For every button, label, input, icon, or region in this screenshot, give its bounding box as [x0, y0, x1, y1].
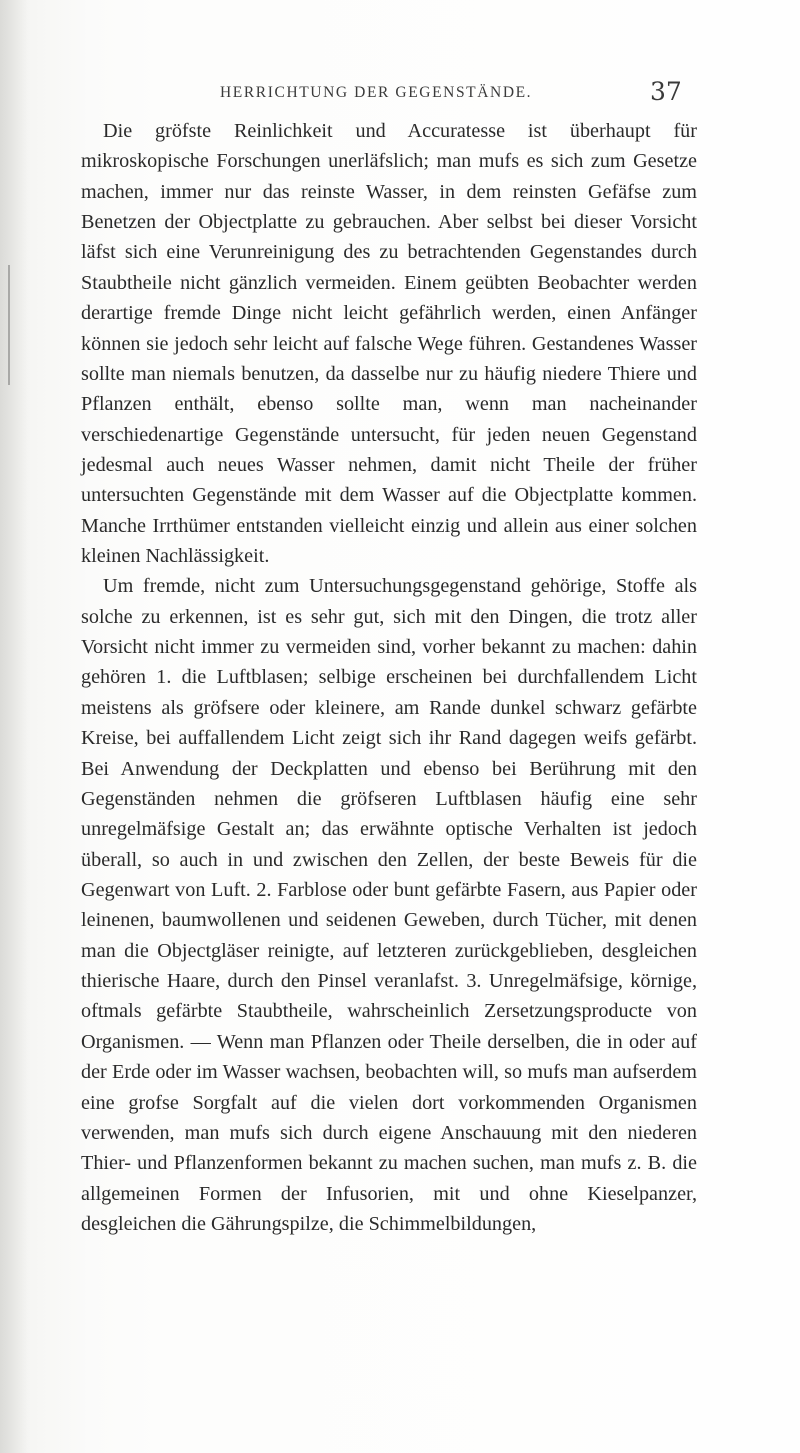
margin-mark [8, 265, 10, 385]
running-title: HERRICHTUNG DER GEGENSTÄNDE. [220, 84, 533, 101]
body-text [81, 116, 697, 1239]
page-gutter-shadow [0, 0, 28, 1453]
page-number: 37 [650, 77, 682, 106]
paragraph-1: Die gröfste Reinlichkeit und Accuratesse ist überhaupt für mikroskopische Forschungen unerläfslich; man mufs es sich zum Gesetze machen, immer nur das reinste Wasser, in dem reinsten Gefäfse zum Benetzen der Objectplatte zu gebrauchen. Aber selbst bei dieser Vorsicht läfst sich eine Verunreinigung des zu betrachtenden Gegenstandes durch Staubtheile nicht gänzlich vermeiden. Einem geübten Beobachter werden derartige fremde Dinge nicht leicht gefährlich werden, einen Anfänger können sie jedoch sehr leicht auf falsche Wege führen. Gestandenes Wasser sollte man niemals benutzen, da dasselbe nur zu häufig niedere Thiere und Pflanzen enthält, ebenso sollte man, wenn man nacheinander verschiedenartige Gegenstände untersucht, für jeden neuen Gegenstand jedesmal auch neues Wasser nehmen, damit nicht Theile der früher untersuchten Gegenstände mit dem Wasser auf die Objectplatte kommen. Manche Irrthümer entstanden vielleicht einzig und allein aus einer solchen kleinen Nachlässigkeit. [81, 120, 697, 568]
paragraph-2: Um fremde, nicht zum Untersuchungsgegenstand gehörige, Stoffe als solche zu erkennen, ist es sehr gut, sich mit den Dingen, die trotz aller Vorsicht nicht immer zu vermeiden sind, vorher bekannt zu machen: dahin gehören 1. die Luftblasen; selbige erscheinen bei durchfallendem Licht meistens als gröfsere oder kleinere, am Rande dunkel schwarz gefärbte Kreise, bei auffallendem Licht zeigt sich ihr Rand dagegen weifs gefärbt. Bei Anwendung der Deckplatten und ebenso bei Berührung mit den Gegenständen nehmen die gröfseren Luftblasen häufig eine sehr unregelmäfsige Gestalt an; das erwähnte optische Verhalten ist jedoch überall, so auch in und zwischen den Zellen, der beste Beweis für die Gegenwart von Luft. 2. Farblose oder bunt gefärbte Fasern, aus Papier oder leinenen, baumwollenen und seidenen Geweben, durch Tücher, mit denen man die Objectgläser reinigte, auf letzteren zurückgeblieben, desgleichen thierische Haare, durch den Pinsel veranlafst. 3. Unregelmäfsige, körnige, oftmals gefärbte Staubtheile, wahrscheinlich Zersetzungsproducte von Organismen. — Wenn man Pflanzen oder Theile derselben, die in oder auf der Erde oder im Wasser wachsen, beobachten will, so mufs man aufserdem eine grofse Sorgfalt auf die vielen dort vorkommenden Organismen verwenden, man mufs sich durch eigene Anschauung mit den niederen Thier- und Pflanzenformen bekannt zu machen suchen, man mufs z. B. die allgemeinen Formen der Infusorien, mit und ohne Kieselpanzer, desgleichen die Gährungspilze, die Schimmelbildungen, [81, 575, 697, 1235]
